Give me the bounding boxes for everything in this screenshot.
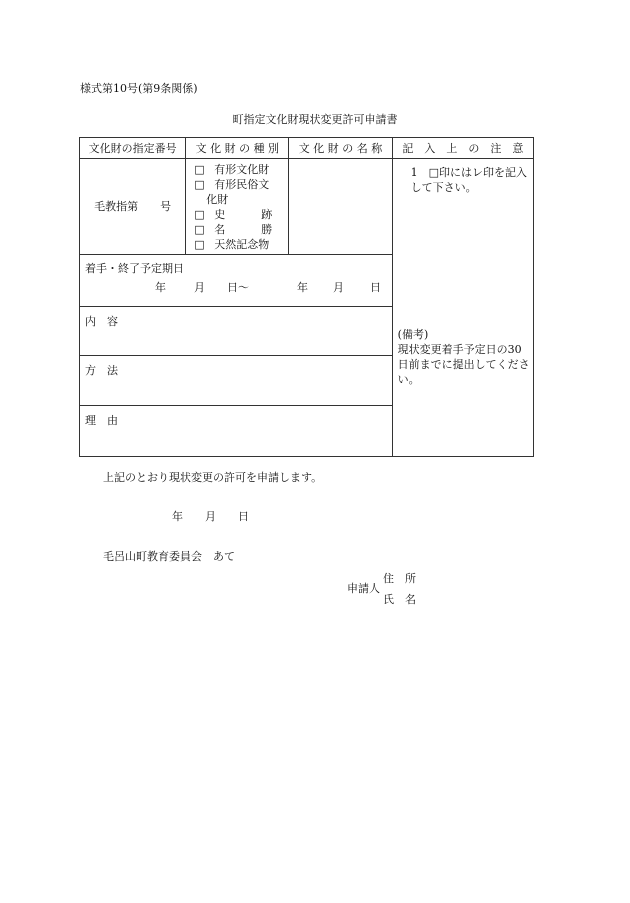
property-type-options — [186, 159, 289, 255]
content-cell[interactable] — [80, 307, 393, 356]
checkbox-icon[interactable]: □ — [194, 223, 205, 236]
applicant-name-label: 氏 名 — [383, 593, 416, 606]
header-property-type: 文 化 財 の 種 別 — [186, 138, 289, 159]
checkbox-icon[interactable]: □ — [194, 238, 205, 251]
application-statement: 上記のとおり現状変更の許可を申請します。 — [103, 471, 323, 484]
addressee: 毛呂山町教育委員会 あて — [103, 550, 235, 563]
document-title: 町指定文化財現状変更許可申請書 — [232, 113, 398, 126]
checkbox-icon[interactable]: □ — [194, 163, 205, 176]
property-name-cell[interactable] — [289, 159, 392, 255]
type-option-scenic-spot[interactable]: □ 名 勝 — [194, 223, 273, 236]
designation-number-cell[interactable] — [80, 159, 186, 255]
content-label: 内 容 — [85, 315, 118, 328]
note-checkmark-instruction: 1 □印にはレ印を記入して下さい。 — [410, 166, 528, 194]
remarks-label: (備考) — [397, 328, 429, 341]
designation-prefix: 毛教指第 — [94, 200, 139, 213]
scheduled-period-cell[interactable] — [80, 255, 393, 307]
application-date[interactable]: 年 月 日 — [172, 510, 249, 523]
applicant-address-label: 住 所 — [383, 572, 416, 585]
header-designation-number: 文化財の指定番号 — [80, 138, 186, 159]
method-label: 方 法 — [85, 364, 118, 377]
reason-cell[interactable] — [80, 406, 393, 457]
form-number: 様式第10号(第9条関係) — [80, 82, 198, 95]
applicant-label: 申請人 — [347, 582, 380, 595]
remarks-text: 現状変更着手予定日の30日前までに提出してください。 — [397, 343, 530, 386]
remarks — [398, 327, 530, 387]
checkbox-icon[interactable]: □ — [194, 178, 205, 191]
checkbox-icon[interactable]: □ — [194, 208, 205, 221]
entry-notes-cell — [392, 159, 533, 457]
type-option-folk-cont: 化財 — [206, 193, 229, 206]
designation-suffix: 号 — [160, 200, 172, 213]
type-option-folk[interactable]: □ 有形民俗文 — [194, 178, 270, 191]
type-option-natural-monument[interactable]: □ 天然記念物 — [194, 238, 270, 251]
header-property-name: 文 化 財 の 名 称 — [289, 138, 392, 159]
type-option-tangible[interactable]: □ 有形文化財 — [194, 163, 270, 176]
header-entry-notes: 記 入 上 の 注 意 — [392, 138, 533, 159]
scheduled-period-dates: 年 月 日〜 年 月 日 — [155, 281, 381, 294]
method-cell[interactable] — [80, 356, 393, 406]
scheduled-period-label: 着手・終了予定期日 — [85, 262, 184, 275]
reason-label: 理 由 — [85, 414, 118, 427]
type-option-historic-site[interactable]: □ 史 跡 — [194, 208, 273, 221]
application-table — [79, 137, 534, 457]
